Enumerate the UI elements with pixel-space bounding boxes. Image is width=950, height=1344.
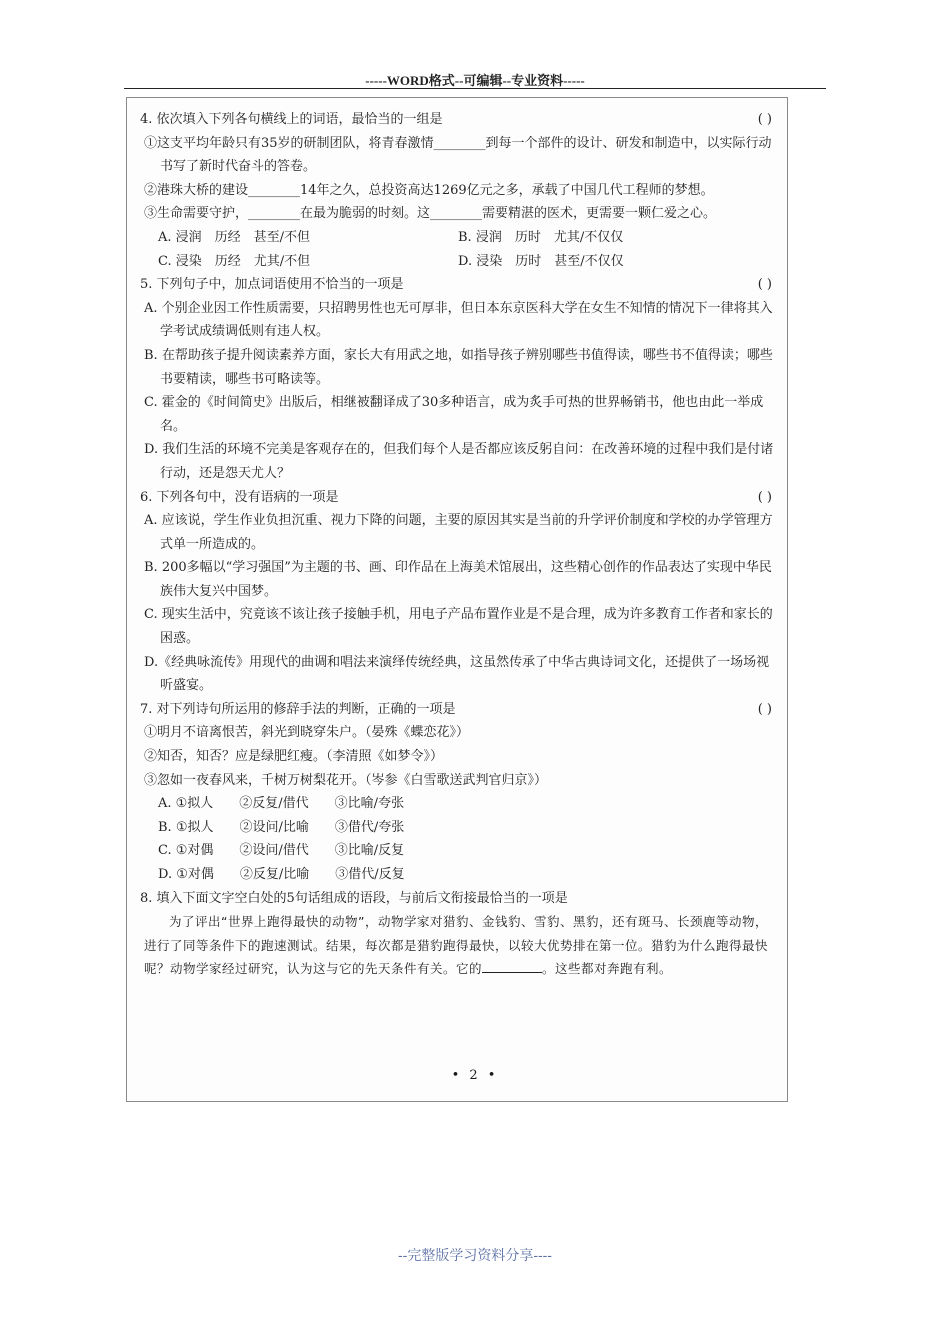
- question-8-passage: [140, 910, 780, 981]
- exam-content: [140, 108, 780, 981]
- option-b: B. ①拟人 ②设问/比喻 ③借代/夸张: [158, 819, 405, 835]
- page-number: • 2 •: [451, 1068, 499, 1083]
- question-6-option-d: D.《经典咏流传》用现代的曲调和唱法来演绎传统经典，这虽然传承了中华古典诗词文化，还提供了一场场视听盛宴。: [144, 654, 770, 694]
- answer-paren: ( ): [757, 112, 772, 127]
- page-header: -----WORD格式--可编辑--专业资料-----: [365, 73, 585, 88]
- option-c: C. 浸染 历经 尤其/不但: [158, 253, 311, 269]
- question-5-option-c: C. 霍金的《时间简史》出版后，相继被翻译成了30多种语言，成为炙手可热的世界畅销书，他也由此一举成名。: [144, 395, 764, 434]
- header-rule: [124, 88, 826, 89]
- question-6-option-b: B. 200多幅以“学习强国”为主题的书、画、印作品在上海美术馆展出，这些精心创作的作品表达了实现中华民族伟大复兴中国梦。: [144, 560, 772, 599]
- question-7-line-2: ②知否，知否？应是绿肥红瘦。（李清照《如梦令》）: [144, 749, 444, 765]
- option-a: A. ①拟人 ②反复/借代 ③比喻/夸张: [158, 796, 405, 812]
- passage-end: 。这些都对奔跑有利。: [542, 961, 673, 977]
- question-4-item-1: ①这支平均年龄只有35岁的研制团队，将青春激情________到每一个部件的设计、研发和制造中，以实际行动书写了新时代奋斗的答卷。: [144, 135, 772, 175]
- option-d: D. ①对偶 ②反复/比喻 ③借代/反复: [158, 867, 405, 882]
- question-5-title: 5. 下列句子中，加点词语使用不恰当的一项是: [140, 277, 404, 293]
- question-5: [140, 273, 780, 485]
- option-a: A. 浸润 历经 甚至/不但: [158, 229, 311, 245]
- question-8-title: 8. 填入下面文字空白处的5句话组成的语段，与前后文衔接最恰当的一项是: [140, 890, 568, 906]
- option-b: B. 浸润 历时 尤其/不仅仅: [458, 229, 624, 245]
- option-d: D. 浸染 历时 甚至/不仅仅: [458, 253, 624, 269]
- question-5-option-a: A. 个别企业因工作性质需要，只招聘男性也无可厚非，但日本东京医科大学在女生不知情的情况下一律将其入学考试成绩调低则有违人权。: [144, 300, 773, 340]
- question-7: [140, 698, 780, 887]
- question-7-line-3: ③忽如一夜春风来，千树万树梨花开。（岑参《白雪歌送武判官归京》）: [144, 772, 548, 788]
- question-6-title: 6. 下列各句中，没有语病的一项是: [140, 489, 339, 505]
- question-4: [140, 108, 780, 273]
- question-4-item-2: ②港珠大桥的建设________14年之久，总投资高达1269亿元之多，承载了中国几代工程师的梦想。: [144, 182, 714, 198]
- option-c: C. ①对偶 ②设问/借代 ③比喻/反复: [158, 843, 405, 859]
- question-5-option-b: B. 在帮助孩子提升阅读素养方面，家长大有用武之地，如指导孩子辨别哪些书值得读，哪些书不值得读；哪些书要精读，哪些书可略读等。: [144, 347, 773, 387]
- question-6-option-a: A. 应该说，学生作业负担沉重、视力下降的问题，主要的原因其实是当前的升学评价制度和学校的办学管理方式单一所造成的。: [144, 513, 773, 552]
- fill-blank: [482, 958, 542, 973]
- question-7-options: [140, 792, 780, 886]
- answer-paren: ( ): [757, 277, 772, 293]
- question-6-option-c: C. 现实生活中，究竟该不该让孩子接触手机，用电子产品布置作业是不是合理，成为许多教育工作者和家长的困惑。: [144, 607, 773, 647]
- page-footer: --完整版学习资料分享----: [398, 1247, 552, 1263]
- passage-text: 为了评出“世界上跑得最快的动物”，动物学家对猎豹、金钱豹、雪豹、黑豹，还有斑马、长颈鹿等动物，进行了同等条件下的跑速测试。结果，每次都是猎豹跑得最快，以较大优势排在第一位。猎豹为什么跑得最快呢？动物学家经过研究，认为这与它的先天条件有关。它的: [144, 914, 769, 977]
- question-6: [140, 486, 780, 698]
- question-5-option-d: D. 我们生活的环境不完美是客观存在的，但我们每个人是否都应该反躬自问：在改善环境的过程中我们是付诸行动，还是怨天尤人？: [144, 442, 774, 481]
- question-4-title: 4. 依次填入下列各句横线上的词语，最恰当的一组是: [140, 112, 443, 127]
- question-8: [140, 887, 780, 981]
- question-4-options: [140, 226, 780, 273]
- answer-paren: ( ): [757, 701, 772, 717]
- question-7-title: 7. 对下列诗句所运用的修辞手法的判断，正确的一项是: [140, 701, 456, 717]
- question-4-item-3: ③生命需要守护，________在最为脆弱的时刻。这________需要精湛的医术，更需要一颗仁爱之心。: [144, 206, 717, 222]
- answer-paren: ( ): [757, 489, 772, 505]
- question-7-line-1: ①明月不谙离恨苦，斜光到晓穿朱户。（晏殊《蝶恋花》）: [144, 725, 470, 741]
